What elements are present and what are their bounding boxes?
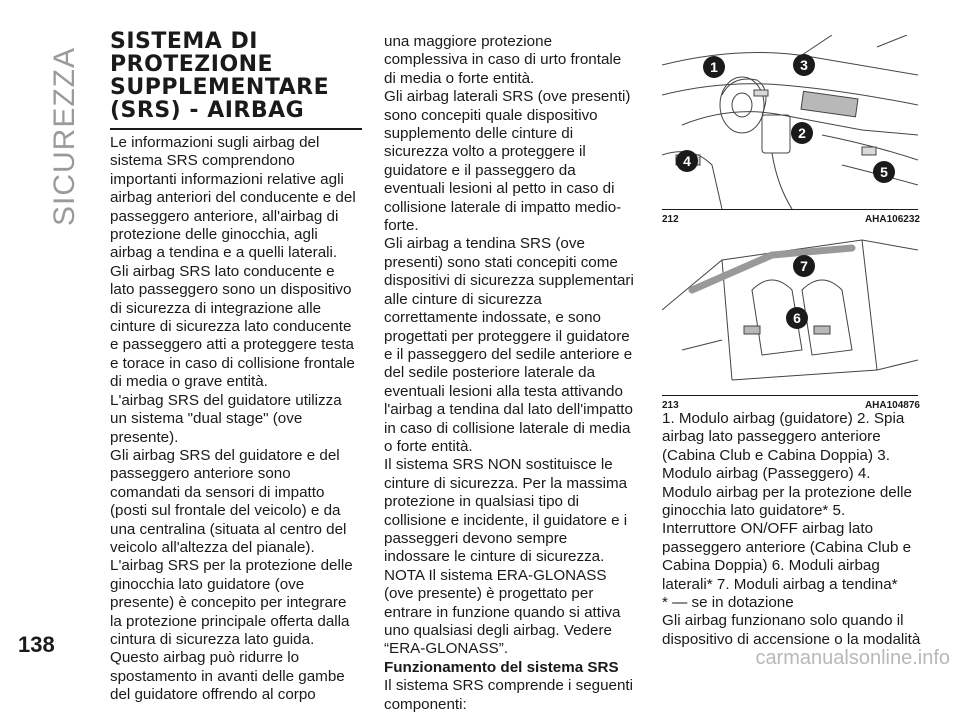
callout-label: 3 [800,57,808,73]
note-paragraph: NOTA Il sistema ERA-GLONASS (ove presente) è progettato per entrare in funzione quando si attiva uno qualsiasi degli airbag. Vedere “ERA-GLONASS”. [384,566,621,658]
section-tab [14,26,81,226]
callout-label: 4 [683,153,691,169]
subheading: Funzionamento del sistema SRS [384,658,619,676]
heading-line: PROTEZIONE [110,52,274,77]
page-number: 138 [18,632,55,657]
heading-line: SISTEMA DI [110,29,258,54]
paragraph: Gli airbag funzionano solo quando il dispositivo di accensione o la modalità [662,612,921,648]
dashboard-drawing [662,35,918,209]
figure-code: AHA104876 [864,400,920,411]
column-3 [662,30,922,649]
paragraph: una maggiore protezione complessiva in caso di urto frontale di media o forte entità. [384,33,622,87]
paragraph: L'airbag SRS per la protezione delle ginocchia lato guidatore (ove presente) è concepito per integrare la protezione principale offerta dalla cintura di sicurezza lato guida. Questo airbag può ridurre lo spostamento in avanti delle gambe del guidatore offrendo al corpo [110,557,353,704]
figure-code: AHA106232 [864,214,920,225]
paragraph: Gli airbag SRS lato conducente e lato passeggero sono un dispositivo di sicurezza di integrazione alle cinture di sicurezza lato conducente e passeggero atti a proteggere testa e torace in caso di collisione frontale di media o grave entità. [110,262,355,391]
column-2 [384,33,636,714]
cabin-drawing [662,230,918,395]
paragraph: Il sistema SRS NON sostituisce le cinture di sicurezza. Per la massima protezione in qualsiasi tipo di collisione e incidente, il guidatore e i passeggeri devono sempre indossare le cinture di sicurezza. [384,456,628,566]
paragraph: Gli airbag a tendina SRS (ove presenti) sono stati concepiti come dispositivi di sicurezza supplementari alle cinture di sicurezza correttamente indossate, e sono progettati per proteggere il guidatore e il passeggero del sedile anteriore e del sedile posteriore laterale da eventuali lesioni alla testa attivando l'airbag a tendina dal lato dell'impatto in caso di collisione laterale di media o forte entità. [384,235,634,455]
callout-label: 6 [793,310,801,326]
figure-number: 213 [662,400,679,411]
section-tab-label: SICUREZZA [48,46,81,226]
column-1 [110,30,362,705]
callout-label: 7 [800,258,808,274]
callout-label: 1 [710,59,718,75]
heading-line: (SRS) - AIRBAG [110,98,305,123]
callout-label: 2 [798,125,806,141]
heading-line: SUPPLEMENTARE [110,75,330,100]
paragraph: Gli airbag laterali SRS (ove presenti) sono concepiti quale dispositivo supplemento delle cinture di sicurezza volto a proteggere il guidatore e il passeggero da eventuali lesioni al petto in caso di collisione laterale di impatto medio-forte. [384,88,631,235]
footnote: * — se in dotazione [662,594,794,612]
figure-caption [662,210,922,224]
watermark: carmanualsonline.info [755,647,950,669]
figure-number: 212 [662,214,679,225]
paragraph: Il sistema SRS comprende i seguenti componenti: [384,677,634,713]
callout-label: 5 [880,164,888,180]
paragraph: Gli airbag SRS del guidatore e del passeggero anteriore sono comandati da sensori di impatto (posti sul frontale del veicolo) e da una centralina (situata al centro del veicolo all'altezza del pianale). [110,446,347,556]
paragraph: L'airbag SRS del guidatore utilizza un sistema "dual stage" (ove presente). [110,391,342,446]
dashboard-airbag-illustration [662,35,918,210]
cabin-airbag-illustration [662,230,918,396]
paragraph: Le informazioni sugli airbag del sistema SRS comprendono importanti informazioni relative agli airbag anteriori del conducente e del passeggero anteriore, all'airbag di protezione delle ginocchia, agli airbag a tendina e a quelli laterali. [110,134,356,262]
figure-caption [662,396,922,410]
legend-paragraph: 1. Modulo airbag (guidatore) 2. Spia airbag lato passeggero anteriore (Cabina Club e Cabina Doppia) 3. Modulo airbag (Passeggero) 4. Modulo airbag per la protezione delle ginocchia lato guidatore* 5. Interruttore ON/OFF airbag lato passeggero anteriore (Cabina Club e Cabina Doppia) 6. Moduli airbag laterali* 7. Moduli airbag a tendina* [662,410,912,593]
section-heading [110,30,362,130]
